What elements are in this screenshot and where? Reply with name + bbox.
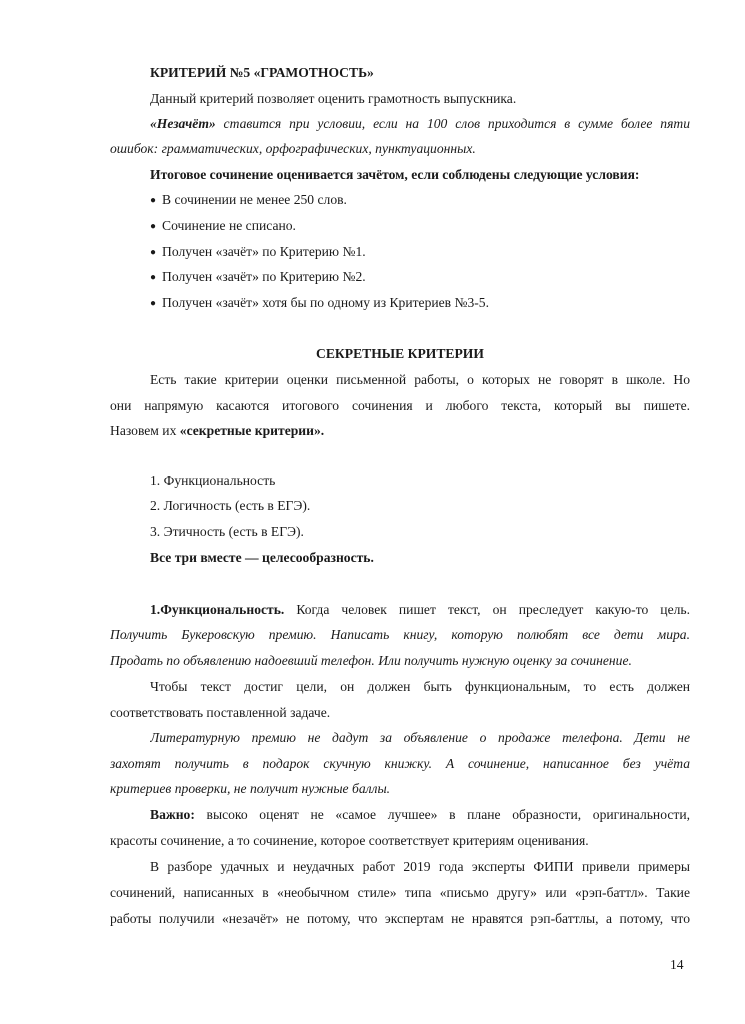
criterion-5-rule-line-1: «Незачёт» ставится при условии, если на 100 слов приходится в сумме более пяти — [150, 116, 690, 131]
secret-intro-line-1: Есть такие критерии оценки письменной работы, о которых не говорят в школе. Но — [150, 372, 690, 387]
criterion-5-title: КРИТЕРИЙ №5 «ГРАМОТНОСТЬ» — [150, 65, 374, 80]
functionality-para-3-line-3: критериев проверки, не получит нужные баллы. — [110, 781, 391, 796]
functionality-para-5-line-2: сочинений, написанных в «необычном стиле» типа «письмо другу» или «рэп-баттл». Такие — [110, 885, 690, 900]
rule-bold-term: «Незачёт» — [150, 116, 216, 131]
functionality-para-3-line-1: Литературную премию не дадут за объявление о продаже телефона. Дети не — [150, 730, 690, 745]
secret-list-item: 1. Функциональность — [150, 473, 276, 488]
secret-list-item: 3. Этичность (есть в ЕГЭ). — [150, 524, 304, 539]
functionality-para-2-line-2: соответствовать поставленной задаче. — [110, 705, 331, 720]
condition-item: ● Сочинение не списано. — [150, 217, 690, 237]
functionality-para-4-line-1: Важно: высоко оценят не «самое лучшее» в плане образности, оригинальности, — [150, 807, 690, 822]
functionality-para-2-line-1: Чтобы текст достиг цели, он должен быть функциональным, то есть должен — [150, 679, 690, 694]
condition-item: ● Получен «зачёт» по Критерию №1. — [150, 243, 690, 263]
functionality-para-5-line-3: работы получили «незачёт» не потому, что экспертам не нравятся рэп-баттлы, а потому, что — [110, 911, 690, 926]
functionality-para-4-line-2: красоты сочинение, а то сочинение, которое соответствует критериям оценивания. — [110, 833, 589, 848]
secret-criteria-title: СЕКРЕТНЫЕ КРИТЕРИИ — [316, 346, 484, 361]
secret-intro-line-3: Назовем их «секретные критерии». — [110, 423, 325, 438]
secret-list-item: 2. Логичность (есть в ЕГЭ). — [150, 498, 311, 513]
criterion-5-rule-line-2: ошибок: грамматических, орфографических, пунктуационных. — [110, 141, 476, 156]
functionality-para-5-line-1: В разборе удачных и неудачных работ 2019 года эксперты ФИПИ привели примеры — [150, 859, 690, 874]
functionality-para-1-line-1: 1.Функциональность. Когда человек пишет текст, он преследует какую-то цель. — [150, 602, 690, 617]
secret-summary: Все три вместе — целесообразность. — [150, 550, 374, 565]
functionality-para-1-line-3: Продать по объявлению надоевший телефон. Или получить нужную оценку за сочинение. — [110, 653, 632, 668]
functionality-para-3-line-2: захотят получить в подарок скучную книжку. А сочинение, написанное без учёта — [110, 756, 690, 771]
condition-item: ● Получен «зачёт» по Критерию №2. — [150, 268, 690, 288]
condition-item: ● В сочинении не менее 250 слов. — [150, 191, 690, 211]
functionality-para-1-line-2: Получить Букеровскую премию. Написать книгу, которую полюбят все дети мира. — [110, 627, 690, 642]
criterion-5-description: Данный критерий позволяет оценить грамотность выпускника. — [150, 91, 517, 106]
page-number: 14 — [670, 957, 684, 972]
condition-item: ● Получен «зачёт» хотя бы по одному из Критериев №3-5. — [150, 294, 690, 314]
secret-intro-line-2: они напрямую касаются итогового сочинения и любого текста, который вы пишете. — [110, 398, 690, 413]
conditions-heading: Итоговое сочинение оценивается зачётом, если соблюдены следующие условия: — [150, 167, 640, 182]
